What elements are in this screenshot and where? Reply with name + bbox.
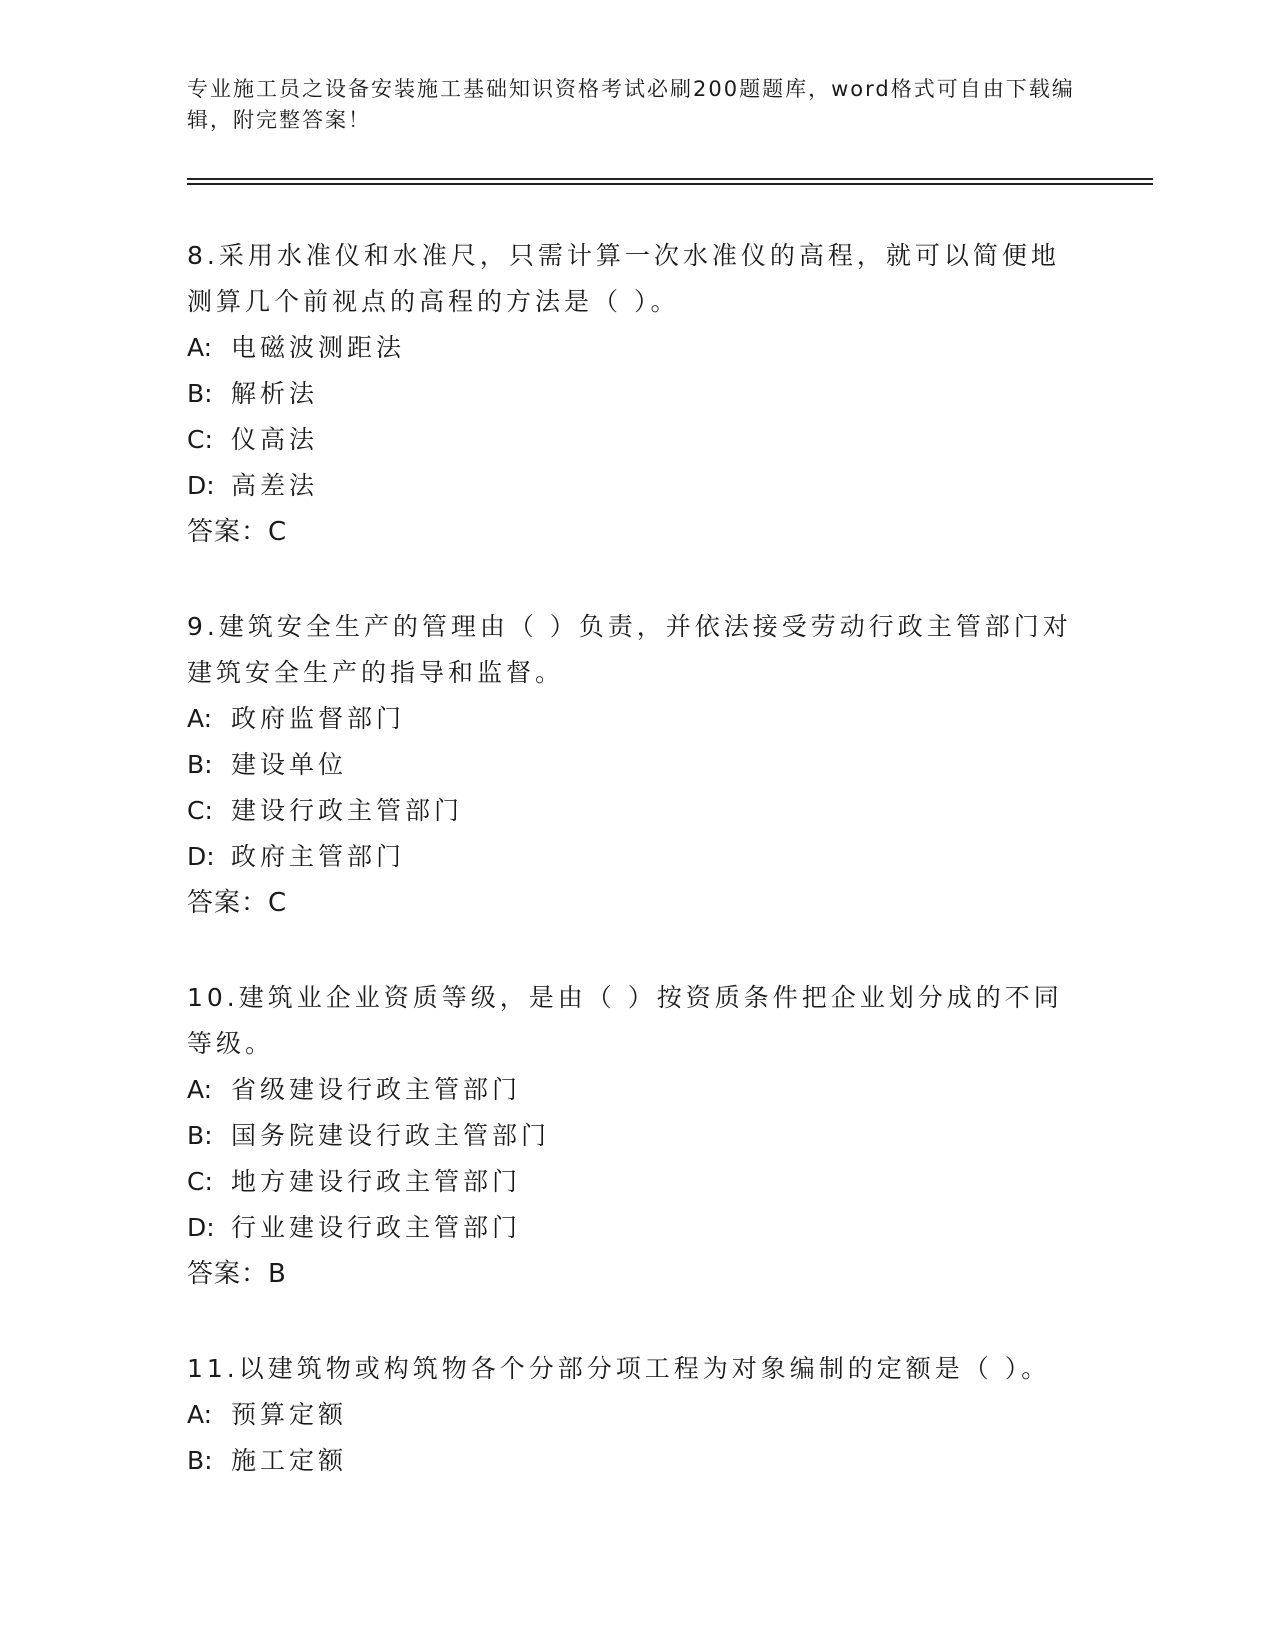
option-letter: A: (187, 1075, 213, 1104)
header-divider (187, 178, 1153, 180)
option-text: 建设单位 (231, 750, 348, 779)
question-list (187, 233, 1087, 1533)
option-text: 地方建设行政主管部门 (231, 1167, 522, 1196)
answer-line: 答案：C (187, 888, 288, 918)
question-stem: 9.建筑安全生产的管理由（ ）负责，并依法接受劳动行政主管部门对建筑安全生产的指导和监督。 (187, 612, 1072, 687)
option-b (187, 1438, 1087, 1484)
option-letter: C: (187, 1167, 213, 1196)
option-b (187, 742, 1087, 788)
option-d (187, 834, 1087, 880)
option-text: 行业建设行政主管部门 (231, 1213, 522, 1242)
option-text: 高差法 (231, 471, 319, 500)
option-letter: D: (187, 471, 215, 500)
question-11 (187, 1346, 1087, 1484)
option-letter: A: (187, 704, 213, 733)
question-8 (187, 233, 1087, 555)
question-10 (187, 975, 1087, 1297)
option-text: 省级建设行政主管部门 (231, 1075, 522, 1104)
option-letter: C: (187, 425, 213, 454)
option-c (187, 1159, 1087, 1205)
option-letter: D: (187, 1213, 215, 1242)
option-letter: B: (187, 1446, 213, 1475)
option-letter: B: (187, 379, 213, 408)
option-a (187, 696, 1087, 742)
answer-line: 答案：C (187, 517, 288, 547)
option-letter: B: (187, 750, 213, 779)
header-divider-second (187, 183, 1153, 185)
question-stem: 8.采用水准仪和水准尺，只需计算一次水准仪的高程，就可以简便地测算几个前视点的高程的方法是（ ）。 (187, 241, 1060, 316)
question-9 (187, 604, 1087, 926)
option-text: 预算定额 (231, 1400, 348, 1429)
option-letter: C: (187, 796, 213, 825)
option-b (187, 1113, 1087, 1159)
option-text: 国务院建设行政主管部门 (231, 1121, 551, 1150)
option-text: 电磁波测距法 (231, 333, 406, 362)
option-text: 政府监督部门 (231, 704, 406, 733)
option-text: 建设行政主管部门 (231, 796, 464, 825)
answer-line: 答案：B (187, 1259, 287, 1289)
option-c (187, 788, 1087, 834)
option-text: 解析法 (231, 379, 319, 408)
option-text: 施工定额 (231, 1446, 348, 1475)
option-letter: D: (187, 842, 215, 871)
question-stem: 11.以建筑物或构筑物各个分部分项工程为对象编制的定额是（ ）。 (187, 1354, 1051, 1383)
option-text: 政府主管部门 (231, 842, 406, 871)
option-a (187, 325, 1087, 371)
option-letter: A: (187, 333, 213, 362)
option-letter: B: (187, 1121, 213, 1150)
option-letter: A: (187, 1400, 213, 1429)
option-d (187, 1205, 1087, 1251)
option-a (187, 1392, 1087, 1438)
document-header: 专业施工员之设备安装施工基础知识资格考试必刷200题题库，word格式可自由下载编辑，附完整答案！ (187, 77, 1075, 132)
option-b (187, 371, 1087, 417)
option-a (187, 1067, 1087, 1113)
option-c (187, 417, 1087, 463)
option-d (187, 463, 1087, 509)
option-text: 仪高法 (231, 425, 319, 454)
question-stem: 10.建筑业企业资质等级，是由（ ）按资质条件把企业划分成的不同等级。 (187, 983, 1063, 1058)
